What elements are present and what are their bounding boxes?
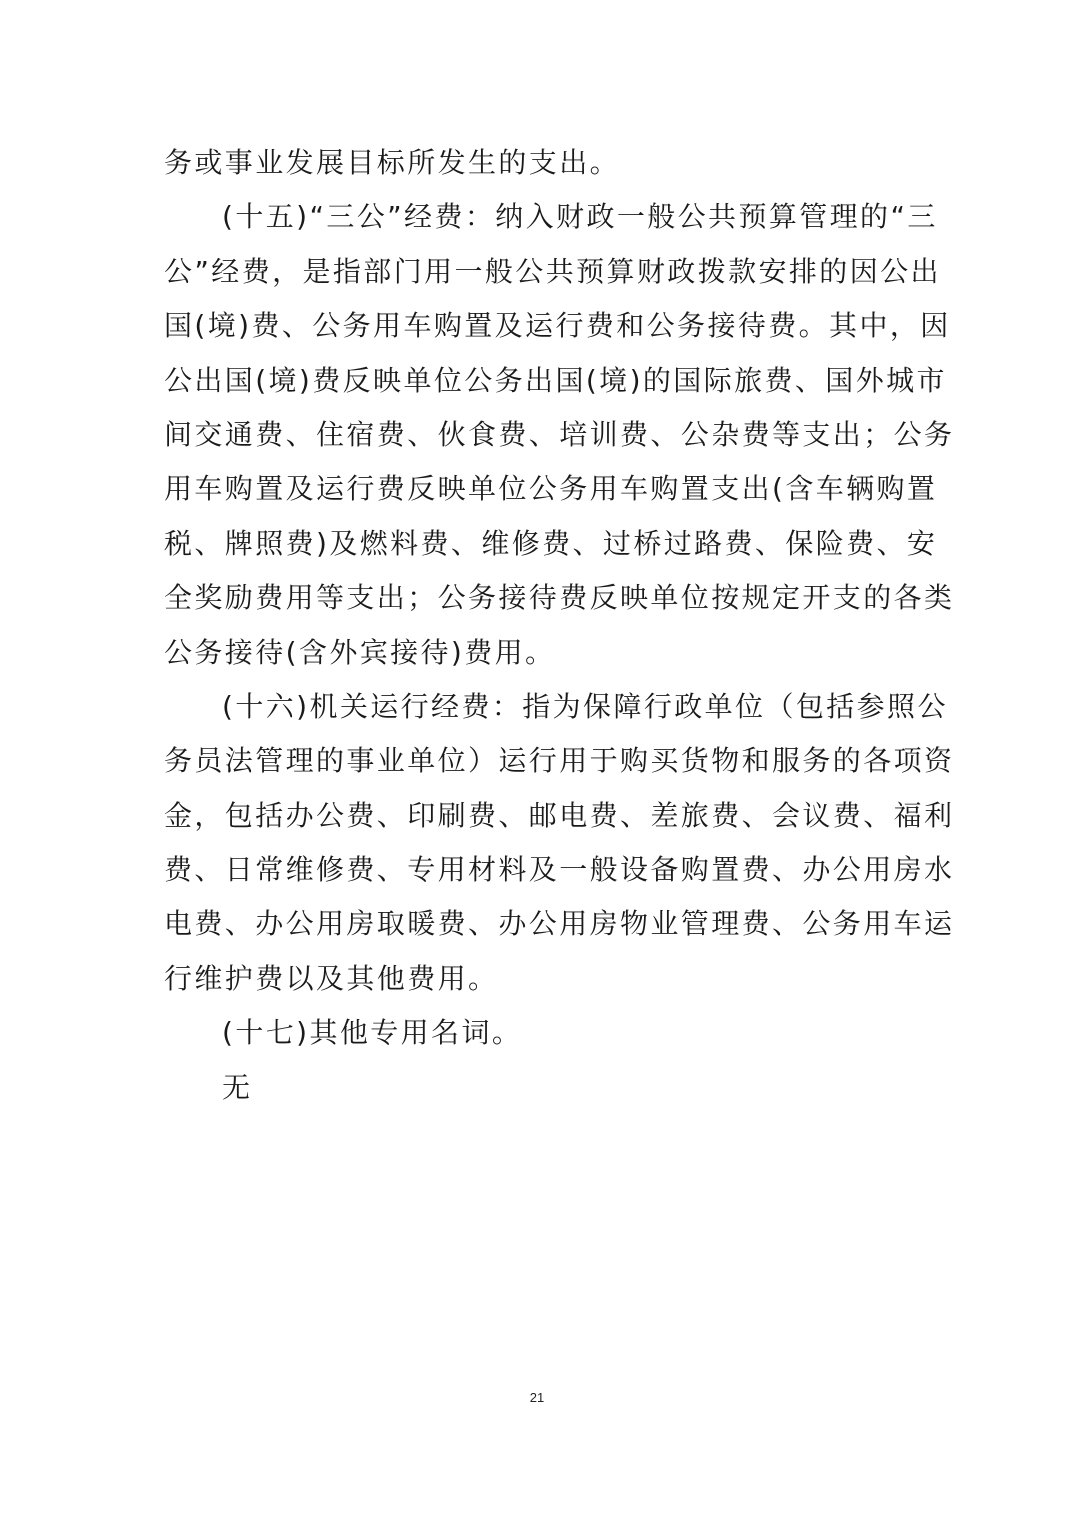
text-line: 电费、办公用房取暖费、办公用房物业管理费、公务用车运	[164, 907, 955, 941]
text-line: 公出国(境)费反映单位公务出国(境)的国际旅费、国外城市	[164, 363, 947, 397]
text-line: 间交通费、住宿费、伙食费、培训费、公杂费等支出；公务	[164, 417, 955, 451]
text-line: 金，包括办公费、印刷费、邮电费、差旅费、会议费、福利	[164, 798, 955, 832]
text-line: 全奖励费用等支出；公务接待费反映单位按规定开支的各类	[164, 581, 955, 615]
page-number: 21	[529, 1390, 545, 1405]
text-line: 国(境)费、公务用车购置及运行费和公务接待费。其中，因	[164, 309, 951, 343]
text-line: 行维护费以及其他费用。	[164, 961, 499, 995]
paragraph-start-line: 无	[222, 1070, 253, 1104]
text-line: 务或事业发展目标所发生的支出。	[164, 146, 621, 179]
text-line: 务员法管理的事业单位）运行用于购买货物和服务的各项资	[164, 744, 955, 778]
text-line: 费、日常维修费、专用材料及一般设备购置费、办公用房水	[164, 853, 955, 887]
paragraph-start-line: (十七)其他专用名词。	[222, 1016, 523, 1050]
body-text	[164, 136, 955, 1115]
paragraph-start-line: (十五)“三公”经费：纳入财政一般公共预算管理的“三	[222, 200, 938, 234]
text-line: 用车购置及运行费反映单位公务用车购置支出(含车辆购置	[164, 472, 938, 506]
text-line: 公务接待(含外宾接待)费用。	[164, 635, 556, 669]
paragraph-start-line: (十六)机关运行经费：指为保障行政单位（包括参照公	[222, 689, 948, 723]
text-line: 公”经费，是指部门用一般公共预算财政拨款安排的因公出	[164, 254, 941, 288]
text-line: 税、牌照费)及燃料费、维修费、过桥过路费、保险费、安	[164, 526, 938, 560]
